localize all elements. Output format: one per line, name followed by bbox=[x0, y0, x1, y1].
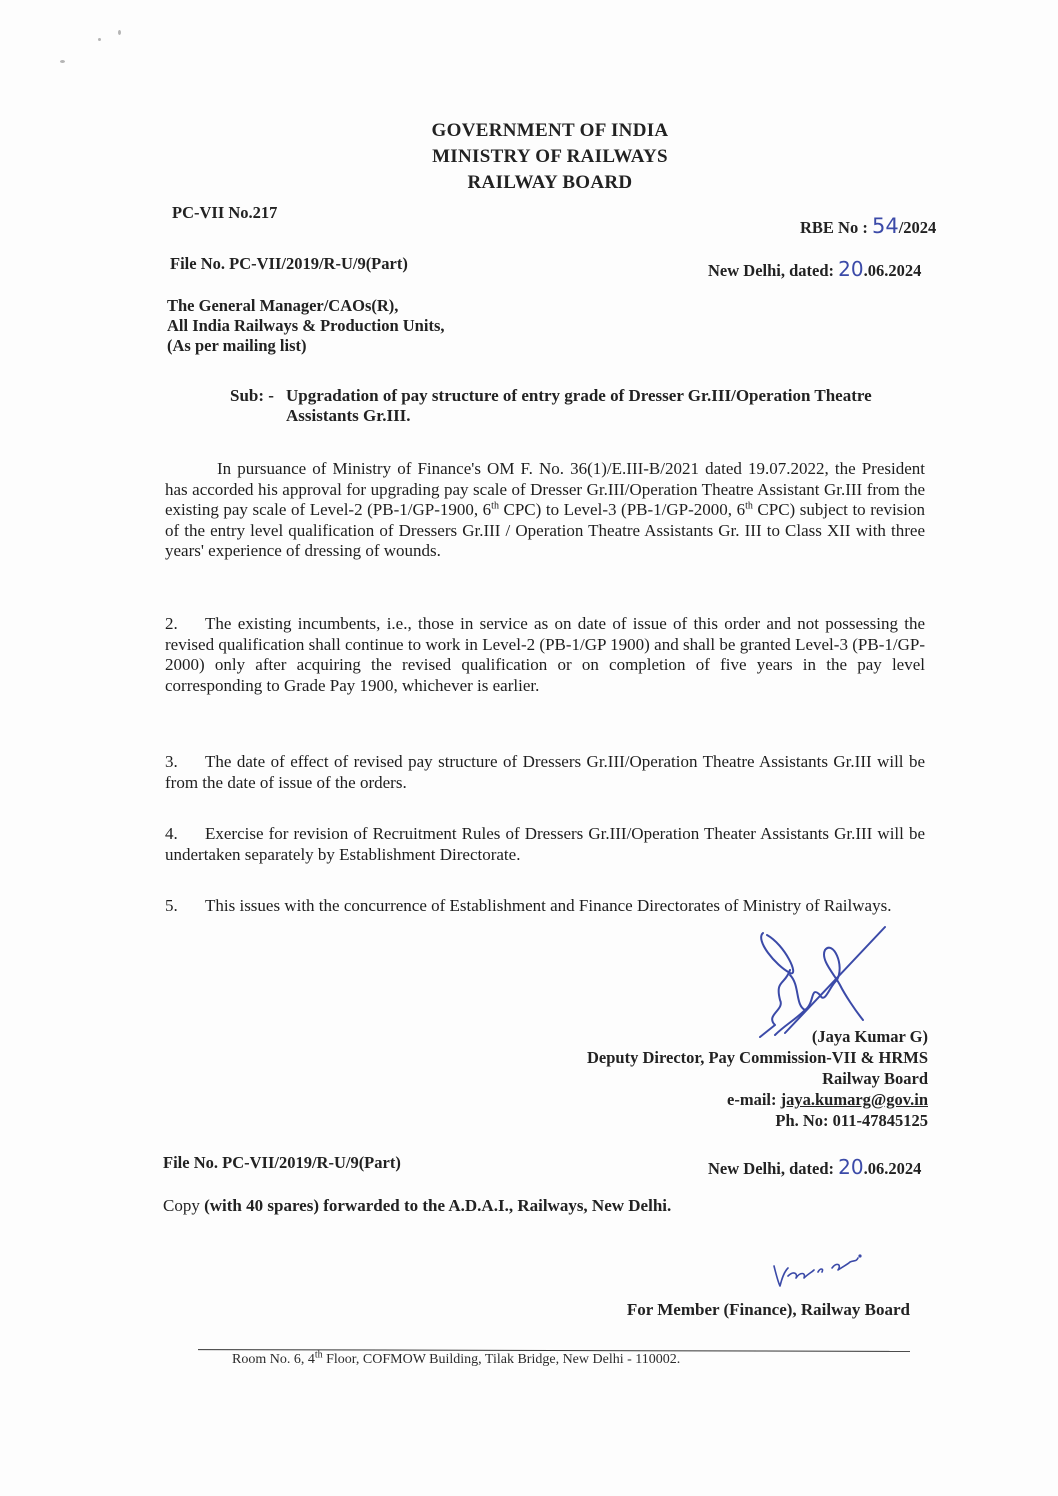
date-rest: .06.2024 bbox=[863, 261, 922, 280]
scan-speck bbox=[98, 38, 101, 41]
date-handwritten-day: 20 bbox=[838, 1155, 864, 1179]
copy-forward-line bbox=[163, 1196, 671, 1216]
paragraph-number: 4. bbox=[165, 824, 178, 843]
addressee-block bbox=[167, 296, 445, 356]
subject-line bbox=[230, 386, 930, 426]
superscript: th bbox=[314, 1349, 323, 1361]
paragraph-number: 5. bbox=[165, 896, 178, 915]
issue-date bbox=[708, 257, 921, 281]
rbe-year: /2024 bbox=[898, 218, 937, 237]
paragraph-1 bbox=[165, 459, 925, 562]
scan-speck bbox=[60, 60, 65, 63]
paragraph-number: 2. bbox=[165, 614, 178, 633]
signatory-block bbox=[587, 1026, 928, 1131]
date-rest: .06.2024 bbox=[863, 1159, 922, 1178]
footer-address bbox=[232, 1349, 681, 1368]
date-label: New Delhi, dated: bbox=[708, 261, 839, 280]
paragraph-3 bbox=[165, 752, 925, 793]
pc-number: PC-VII No.217 bbox=[172, 203, 278, 222]
paragraph-1-text: CPC) to Level-3 (PB-1/GP-2000, 6 bbox=[498, 500, 746, 519]
paragraph-5-text: This issues with the concurrence of Establishment and Finance Directorates of Ministry of Railways. bbox=[205, 896, 892, 915]
copy-text: (with 40 spares) forwarded to the A.D.A.I., Railways, New Delhi. bbox=[204, 1196, 672, 1215]
email-link[interactable]: jaya.kumarg@gov.in bbox=[780, 1090, 928, 1109]
paragraph-2 bbox=[165, 614, 925, 696]
paragraph-1-text: CPC) subject to revision of the entry level qualification of Dressers Gr.III / Operation Theatre Assistants Gr. III to Class XII with three years' experience of dressing of wounds. bbox=[165, 500, 926, 560]
signatory-email bbox=[587, 1089, 928, 1110]
paragraph-1-text: In pursuance of Ministry of Finance's OM F. No. 36(1)/E.III-B/2021 dated 19.07.2022, the President has accorded his approval for upgrading pay scale of Dresser Gr.III/Operation Theatre Assistant Gr.III from the existing pay scale of Level-2 (PB-1/GP-1900, 6 bbox=[165, 459, 925, 519]
superscript: th bbox=[745, 500, 753, 512]
addressee-line: All India Railways & Production Units, bbox=[167, 316, 445, 335]
subject-label: Sub: - bbox=[230, 386, 274, 405]
signatory-phone: Ph. No: 011-47845125 bbox=[775, 1111, 928, 1130]
superscript: th bbox=[491, 500, 499, 512]
paragraph-5 bbox=[165, 896, 925, 917]
footer-address-text: Room No. 6, 4 bbox=[232, 1352, 315, 1367]
date-handwritten-day: 20 bbox=[838, 257, 864, 281]
addressee-line: The General Manager/CAOs(R), bbox=[167, 296, 399, 315]
paragraph-number: 3. bbox=[165, 752, 178, 771]
letterhead-board: RAILWAY BOARD bbox=[467, 172, 633, 193]
rbe-label: RBE No : bbox=[800, 218, 872, 237]
copy-prefix: Copy bbox=[163, 1196, 205, 1215]
addressee-line: (As per mailing list) bbox=[167, 336, 307, 355]
letterhead bbox=[380, 118, 720, 196]
email-label: e-mail: bbox=[727, 1090, 781, 1109]
date-label: New Delhi, dated: bbox=[708, 1159, 839, 1178]
endorsement-date bbox=[708, 1155, 921, 1179]
rbe-number bbox=[800, 214, 936, 238]
paragraph-3-text: The date of effect of revised pay structure of Dressers Gr.III/Operation Theatre Assistants Gr.III will be from the date of issue of the orders. bbox=[165, 752, 925, 792]
letterhead-ministry: MINISTRY OF RAILWAYS bbox=[432, 146, 668, 167]
file-number: File No. PC-VII/2019/R-U/9(Part) bbox=[170, 254, 408, 273]
endorsement-file-number: File No. PC-VII/2019/R-U/9(Part) bbox=[163, 1153, 401, 1172]
signatory-office: Railway Board bbox=[822, 1069, 928, 1088]
paragraph-4-text: Exercise for revision of Recruitment Rules of Dressers Gr.III/Operation Theater Assistants Gr.III will be undertaken separately by Establishment Directorate. bbox=[165, 824, 925, 864]
paragraph-4 bbox=[165, 824, 925, 865]
letterhead-government: GOVERNMENT OF INDIA bbox=[431, 120, 669, 141]
footer-address-text: Floor, COFMOW Building, Tilak Bridge, New Delhi - 110002. bbox=[322, 1352, 681, 1367]
paragraph-2-text: The existing incumbents, i.e., those in service as on date of issue of this order and not possessing the revised qualification shall continue to work in Level-2 (PB-1/GP 1900) and shall be granted Level-3 (PB-1/GP-2000) only after acquiring the revised qualification or on completion of five years in the pay level corresponding to Grade Pay 1900, whichever is earlier. bbox=[165, 614, 925, 695]
scan-speck bbox=[118, 30, 121, 35]
signatory-name: (Jaya Kumar G) bbox=[811, 1027, 928, 1046]
subject-text: Upgradation of pay structure of entry grade of Dresser Gr.III/Operation Theatre Assistants Gr.III. bbox=[286, 386, 872, 425]
signatory-designation: Deputy Director, Pay Commission-VII & HRMS bbox=[587, 1048, 928, 1067]
for-member-finance: For Member (Finance), Railway Board bbox=[626, 1300, 910, 1319]
rbe-handwritten-number: 54 bbox=[871, 214, 899, 238]
initials-icon bbox=[770, 1252, 890, 1292]
